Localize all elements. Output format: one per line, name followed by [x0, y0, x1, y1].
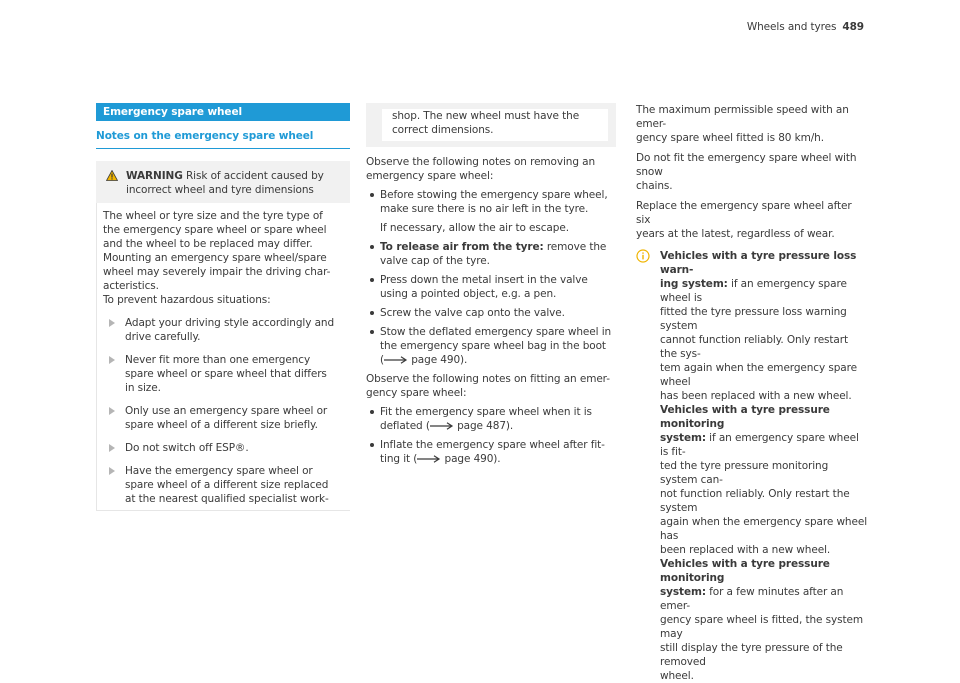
- text-line: emergency spare wheel:: [366, 170, 494, 182]
- text-line: Replace the emergency spare wheel after six: [636, 200, 852, 226]
- page-reference-arrow-icon[interactable]: [417, 455, 441, 463]
- bold-lead: ing system:: [660, 278, 728, 290]
- text-span: ting it (: [380, 453, 418, 465]
- text-line: Fit the emergency spare wheel when it is: [380, 406, 592, 418]
- text-line: Vehicles with a tyre pressure loss warn-: [660, 250, 857, 276]
- text-line: the emergency spare wheel or spare wheel: [103, 224, 327, 236]
- text-span: if an emergency spare wheel is fit-: [660, 432, 859, 458]
- step-arrow-icon: [109, 467, 115, 475]
- header-section-title: Wheels and tyres: [746, 21, 837, 33]
- text-line: spare wheel or spare wheel that differs: [125, 368, 327, 380]
- column-1: [96, 103, 350, 511]
- warning-box: [96, 161, 350, 203]
- intro-removing: [366, 155, 616, 183]
- text-line: acteristics.: [103, 280, 159, 292]
- text-line: correct dimensions.: [392, 124, 494, 136]
- text-line: Adapt your driving style accordingly and: [125, 317, 335, 329]
- text-line: Observe the following notes on removing an: [366, 156, 596, 168]
- text-line: the emergency spare wheel bag in the boot: [380, 340, 606, 352]
- text-line: Do not switch off ESP®.: [125, 442, 249, 454]
- text-line: valve cap of the tyre.: [380, 255, 490, 267]
- page-reference-link[interactable]: page 487).: [453, 420, 514, 432]
- text-line: The wheel or tyre size and the tyre type of: [103, 210, 323, 222]
- list-item: [366, 438, 616, 466]
- text-span: deflated (: [380, 420, 430, 432]
- warning-label: WARNING: [126, 170, 183, 182]
- warning-triangle-icon: [106, 170, 118, 181]
- page-number: 489: [842, 21, 864, 33]
- step-arrow-icon: [109, 444, 115, 452]
- warning-body: [96, 203, 350, 511]
- text-line: Vehicles with a tyre pressure monitoring: [660, 404, 830, 430]
- text-line: shop. The new wheel must have the: [392, 110, 580, 122]
- section-heading: Emergency spare wheel: [96, 103, 350, 121]
- text-line: Only use an emergency spare wheel or: [125, 405, 328, 417]
- text-line: gency spare wheel is fitted, the system may: [660, 614, 863, 640]
- text-line: drive carefully.: [125, 331, 201, 343]
- text-line: at the nearest qualified specialist work-: [125, 493, 329, 505]
- bold-lead: system:: [660, 586, 706, 598]
- running-header: [747, 20, 864, 34]
- step-item: [97, 441, 350, 455]
- text-line: Mounting an emergency spare wheel/spare: [103, 252, 327, 264]
- text-line: Stow the deflated emergency spare wheel in: [380, 326, 612, 338]
- bold-lead: To release air from the tyre:: [380, 241, 544, 253]
- text-line: using a pointed object, e.g. a pen.: [380, 288, 557, 300]
- text-line: has been replaced with a new wheel.: [660, 390, 852, 402]
- text-line: wheel may severely impair the driving char-: [103, 266, 331, 278]
- text-line: Inflate the emergency spare wheel after fit-: [380, 439, 605, 451]
- info-icon: [636, 249, 650, 263]
- step-arrow-icon: [109, 356, 115, 364]
- column-2: [366, 103, 616, 466]
- subsection-title: Notes on the emergency spare wheel: [96, 129, 350, 149]
- text-line: tem again when the emergency spare wheel: [660, 362, 857, 388]
- warning-line-2: incorrect wheel and tyre dimensions: [126, 184, 314, 196]
- text-line: cannot function reliably. Only restart the sys-: [660, 334, 849, 360]
- step-item: [97, 353, 350, 395]
- text-line: years at the latest, regardless of wear.: [636, 228, 835, 240]
- text-line: fitted the tyre pressure loss warning system: [660, 306, 847, 332]
- step-item: [97, 464, 350, 510]
- text-line: Do not fit the emergency spare wheel with snow: [636, 152, 857, 178]
- text-line: spare wheel of a different size briefly.: [125, 419, 318, 431]
- text-line: Never fit more than one emergency: [125, 354, 311, 366]
- text-line: Press down the metal insert in the valve: [380, 274, 588, 286]
- page-reference-link[interactable]: page 490).: [408, 354, 468, 366]
- step-item: [97, 404, 350, 432]
- text-line: gency spare wheel fitted is 80 km/h.: [636, 132, 824, 144]
- paragraph-snow-chains: [636, 151, 868, 193]
- text-line: ted the tyre pressure monitoring system can-: [660, 460, 829, 486]
- warning-continuation: [382, 109, 608, 141]
- list-item: [366, 405, 616, 433]
- paragraph-replace: [636, 199, 868, 241]
- text-line: Screw the valve cap onto the valve.: [380, 307, 565, 319]
- intro-fitting: [366, 372, 616, 400]
- column-3: [636, 103, 868, 683]
- text-line: again when the emergency spare wheel has: [660, 516, 868, 542]
- text-line: gency spare wheel:: [366, 387, 467, 399]
- text-line: make sure there is no air left in the tyre.: [380, 203, 589, 215]
- text-span: for a few minutes after an emer-: [660, 586, 844, 612]
- list-item: [366, 188, 616, 216]
- page-reference-arrow-icon[interactable]: [384, 356, 408, 364]
- list-item: [366, 325, 616, 367]
- text-line: been replaced with a new wheel.: [660, 544, 831, 556]
- step-arrow-icon: [109, 319, 115, 327]
- info-note: [636, 249, 868, 683]
- step-arrow-icon: [109, 407, 115, 415]
- warning-line-1: Risk of accident caused by: [185, 170, 324, 182]
- warning-paragraph: [97, 203, 350, 307]
- text-line: chains.: [636, 180, 673, 192]
- text-line: spare wheel of a different size replaced: [125, 479, 329, 491]
- text-line: wheel.: [660, 670, 694, 682]
- paragraph-speed: [636, 103, 868, 145]
- warning-heading: [96, 169, 350, 197]
- text-line: The maximum permissible speed with an emer-: [636, 104, 849, 130]
- text-line: still display the tyre pressure of the removed: [660, 642, 843, 668]
- text-line: Observe the following notes on fitting an emer-: [366, 373, 610, 385]
- page-reference-arrow-icon[interactable]: [430, 422, 454, 430]
- list-item: [366, 306, 616, 320]
- text-span: (: [380, 354, 384, 366]
- list-item: [366, 273, 616, 301]
- text-line: Vehicles with a tyre pressure monitoring: [660, 558, 830, 584]
- text-span: if an emergency spare wheel is: [660, 278, 847, 304]
- text-line: Before stowing the emergency spare wheel,: [380, 189, 608, 201]
- step-item: [97, 316, 350, 344]
- text-line: not function reliably. Only restart the system: [660, 488, 850, 514]
- text-span: remove the: [543, 241, 607, 253]
- page-reference-link[interactable]: page 490).: [441, 453, 501, 465]
- list-item: [366, 240, 616, 268]
- list-subtext: If necessary, allow the air to escape.: [380, 222, 569, 234]
- warning-continuation-box: [366, 103, 616, 147]
- text-line: and the wheel to be replaced may differ.: [103, 238, 313, 250]
- text-line: To prevent hazardous situations:: [103, 294, 271, 306]
- text-line: in size.: [125, 382, 161, 394]
- text-line: Have the emergency spare wheel or: [125, 465, 313, 477]
- bold-lead: system:: [660, 432, 706, 444]
